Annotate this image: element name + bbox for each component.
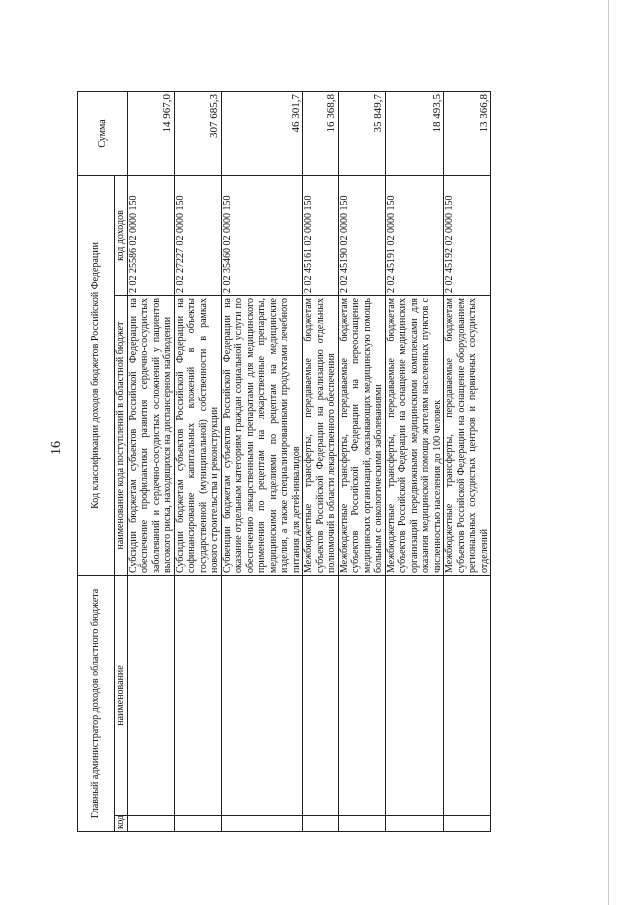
admin-code-cell: [338, 816, 385, 832]
admin-code-cell: [127, 816, 174, 832]
admin-name-cell: [221, 576, 303, 816]
table-row: [338, 91, 385, 831]
admin-name-cell: [303, 576, 339, 816]
header-sum: Сумма: [78, 91, 128, 175]
revenue-code: 2 02 25586 02 0000 150: [127, 175, 174, 295]
header-kbk-name: наименование кода поступлений в областной бюджет: [115, 296, 128, 576]
revenue-description: Субсидии бюджетам субъектов Российской Федерации на обеспечение профилактики развития сердечно-сосудистых заболеваний и сердечно-сосудистых осложнений у пациентов высокого риска, находящихся на диспансерном наблюдении: [127, 296, 174, 576]
revenue-description: Межбюджетные трансферты, передаваемые бюджетам субъектов Российской Федерации на переоснащение медицинских организаций, оказывающих медицинскую помощь больным с онкологическими заболеваниями: [338, 296, 385, 576]
table-row: [444, 91, 491, 831]
table-body: [127, 91, 491, 831]
revenue-code: 2 02 45161 02 0000 150: [303, 175, 339, 295]
revenue-code: 2 02 35460 02 0000 150: [221, 175, 303, 295]
revenue-code: 2 02 27227 02 0000 150: [174, 175, 221, 295]
revenue-sum: 13 366,8: [444, 91, 491, 175]
admin-name-cell: [338, 576, 385, 816]
margin-line: [608, 0, 609, 905]
admin-code-cell: [444, 816, 491, 832]
revenue-description: Межбюджетные трансферты, передаваемые бюджетам субъектов Российской Федерации на реализацию отдельных полномочий в области лекарственного обеспечения: [303, 296, 339, 576]
admin-code-cell: [303, 816, 339, 832]
admin-name-cell: [174, 576, 221, 816]
table-row: [303, 91, 339, 831]
table-row: [174, 91, 221, 831]
admin-name-cell: [127, 576, 174, 816]
revenue-sum: 14 967,0: [127, 91, 174, 175]
revenue-code: 2 02 45191 02 0000 150: [385, 175, 444, 295]
table-header: [78, 91, 128, 831]
header-kbk-group: Код классификации доходов бюджетов Российской Федерации: [78, 175, 115, 575]
header-admin-name: наименование: [115, 576, 128, 816]
admin-code-cell: [221, 816, 303, 832]
table-row: [385, 91, 444, 831]
rotated-table-container: [77, 92, 582, 832]
revenue-sum: 46 301,7: [221, 91, 303, 175]
admin-name-cell: [385, 576, 444, 816]
revenue-description: Межбюджетные трансферты, передаваемые бюджетам субъектов Российской Федерации на оснащение медицинских организаций передвижными медицинскими комплексами для оказания медицинской помощи жителям населенных пунктов с численностью населения до 100 человек: [385, 296, 444, 576]
revenue-sum: 18 493,5: [385, 91, 444, 175]
header-admin-group: Главный администратор доходов областного бюджета: [78, 576, 115, 832]
revenue-code: 2 02 45190 02 0000 150: [338, 175, 385, 295]
revenue-sum: 35 849,7: [338, 91, 385, 175]
table-row: [127, 91, 174, 831]
admin-name-cell: [444, 576, 491, 816]
revenue-description: Субсидии бюджетам субъектов Российской Федерации на софинансирование капитальных вложений в объекты государственной (муниципальной) собственности в рамках нового строительства и реконструкции: [174, 296, 221, 576]
header-kbk-code: код доходов: [115, 175, 128, 295]
revenue-sum: 307 685,3: [174, 91, 221, 175]
table-row: [221, 91, 303, 831]
revenue-description: Межбюджетные трансферты, передаваемые бюджетам субъектов Российской Федерации на оснащение оборудованием региональных сосудистых центров и первичных сосудистых отделений: [444, 296, 491, 576]
admin-code-cell: [385, 816, 444, 832]
admin-code-cell: [174, 816, 221, 832]
header-admin-code: код: [115, 816, 128, 832]
revenue-code: 2 02 45192 02 0000 150: [444, 175, 491, 295]
revenue-table: [77, 91, 491, 832]
page-number: 16: [49, 441, 64, 455]
revenue-description: Субвенции бюджетам субъектов Российской Федерации на оказание отдельным категориям граждан социальной услуги по обеспечению лекарственными препаратами для медицинского применения по рецептам на лекарственные препараты, медицинскими изделиями по рецептам на медицинские изделия, а также специализированными продуктами лечебного питания для детей-инвалидов: [221, 296, 303, 576]
revenue-sum: 16 368,8: [303, 91, 339, 175]
